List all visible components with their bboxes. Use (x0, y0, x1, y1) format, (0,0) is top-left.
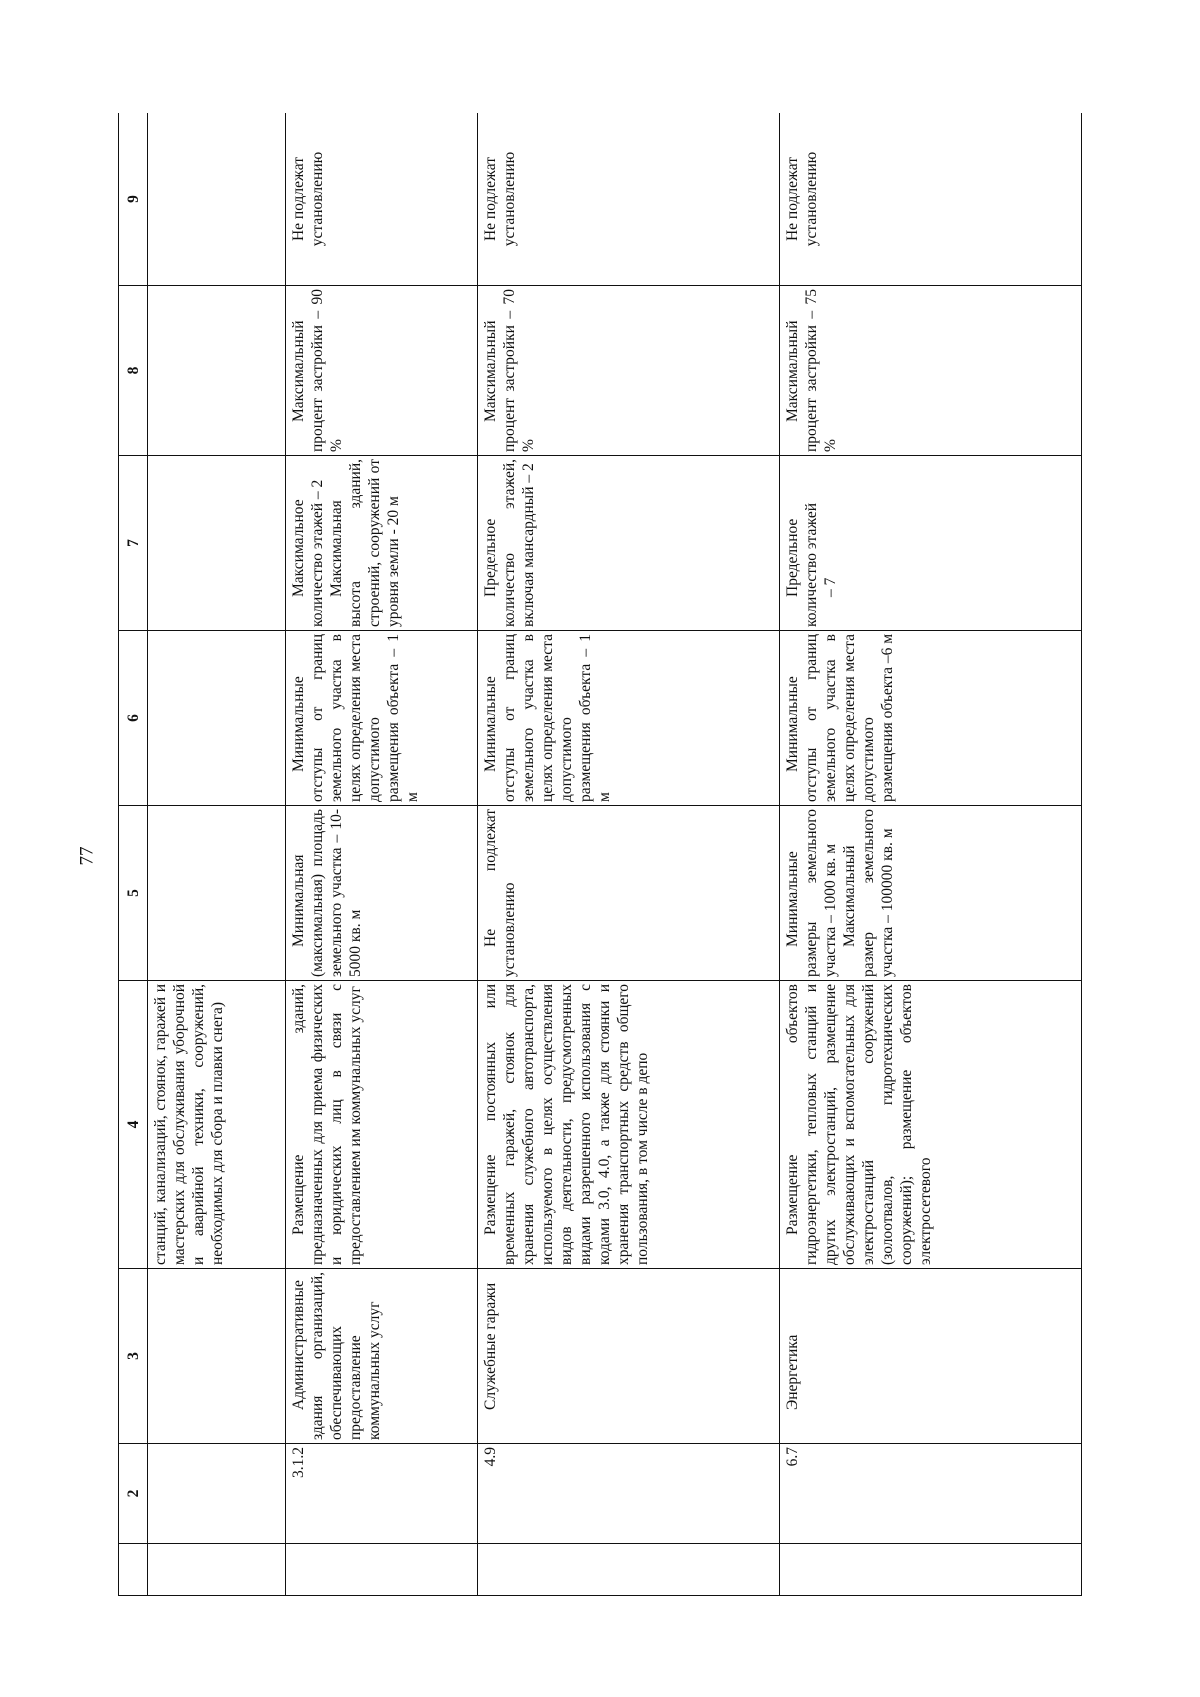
header-cell-3: 3 (119, 1269, 148, 1444)
header-cell-1 (119, 1544, 148, 1596)
cell-row4-floors (780, 456, 1082, 631)
floors-label-text: Предельное количество этажей (784, 502, 820, 627)
cell-row2-code: 3.1.2 (286, 1444, 478, 1544)
cell-row4-col1 (780, 1544, 1082, 1596)
cell-row4-area (780, 806, 1082, 981)
max-floors-text: Максимальное количество этажей – 2 (290, 479, 326, 627)
cell-row2-coverage: Максимальный процент застройки – 90 % (286, 286, 478, 456)
cell-row3-coverage: Максимальный процент застройки – 70 % (478, 286, 780, 456)
cell-row3-area: Не подлежат установлению (478, 806, 780, 981)
header-cell-5: 5 (119, 806, 148, 981)
cell-row1-col4: станций, канализаций, стоянок, гаражей и мастерских для обслуживания уборочной и аварийной техники, сооружений, необходимых для сбора и плавки снега) (148, 981, 286, 1269)
cell-row1-col7 (148, 456, 286, 631)
cell-row4-coverage: Максимальный процент застройки – 75 % (780, 286, 1082, 456)
max-height-text: Максимальная высота зданий, строений, сооружений от уровня земли - 20 м (328, 459, 402, 627)
header-cell-8: 8 (119, 286, 148, 456)
header-cell-4: 4 (119, 981, 148, 1269)
cell-row1-col5 (148, 806, 286, 981)
cell-row2-name: Административные здания организаций, обеспечивающих предоставление коммунальных услуг (286, 1269, 478, 1444)
cell-row3-setbacks: Минимальные отступы от границ земельного участка в целях определения места допустимого размещения объекта – 1 м (478, 631, 780, 806)
cell-row2-area: Минимальная (максимальная) площадь земельного участка – 10-5000 кв. м (286, 806, 478, 981)
cell-row1-col6 (148, 631, 286, 806)
header-row (119, 113, 148, 1596)
min-area-text: Минимальные размеры земельного участка – 1000 кв. м (784, 809, 839, 977)
table-row (148, 113, 286, 1596)
table-row (780, 113, 1082, 1596)
cell-row2-other: Не подлежат установлению (286, 113, 478, 286)
cell-row4-description: Размещение объектов гидроэнергетики, тепловых станций и других электростанций, размещение обслуживающих и вспомогательных для электростанций сооружений (золоотвалов, гидротехнических сооружений); размещение объектов электросетевого (780, 981, 1082, 1269)
page-number: 77 (76, 846, 98, 866)
rotated-table-container (118, 113, 1082, 1596)
cell-row3-other: Не подлежат установлению (478, 113, 780, 286)
cell-row3-description: Размещение постоянных или временных гаражей, стоянок для хранения служебного автотранспорта, используемого в целях осуществления видов деятельности, предусмотренных видами разрешенного использования с кодами 3.0, 4.0, а также для стоянки и хранения транспортных средств общего пользования, в том числе в депо (478, 981, 780, 1269)
header-cell-2: 2 (119, 1444, 148, 1544)
cell-row2-setbacks: Минимальные отступы от границ земельного участка в целях определения места допустимого размещения объекта – 1 м (286, 631, 478, 806)
header-cell-7: 7 (119, 456, 148, 631)
cell-row3-code: 4.9 (478, 1444, 780, 1544)
cell-row4-other: Не подлежат установлению (780, 113, 1082, 286)
cell-row2-description: Размещение зданий, предназначенных для приема физических и юридических лиц в связи с предоставлением им коммунальных услуг (286, 981, 478, 1269)
table-row (478, 113, 780, 1596)
cell-row1-col8 (148, 286, 286, 456)
cell-row2-height (286, 456, 478, 631)
cell-row4-name: Энергетика (780, 1269, 1082, 1444)
cell-row1-col3 (148, 1269, 286, 1444)
cell-row2-col1 (286, 1544, 478, 1596)
cell-row1-col9 (148, 113, 286, 286)
table-row (286, 113, 478, 1596)
cell-row3-name: Служебные гаражи (478, 1269, 780, 1444)
max-area-text: Максимальный размер земельного участка – 100000 кв. м (841, 809, 896, 977)
cell-row3-floors: Предельное количество этажей, включая мансардный – 2 (478, 456, 780, 631)
cell-row3-col1 (478, 1544, 780, 1596)
cell-row4-code: 6.7 (780, 1444, 1082, 1544)
cell-row1-col1 (148, 1544, 286, 1596)
cell-row1-col2 (148, 1444, 286, 1544)
header-cell-9: 9 (119, 113, 148, 286)
header-cell-6: 6 (119, 631, 148, 806)
cell-row4-setbacks: Минимальные отступы от границ земельного участка в целях определения места допустимого размещения объекта –6 м (780, 631, 1082, 806)
land-use-regulations-table (118, 113, 1082, 1596)
floors-value-text: – 7 (822, 577, 839, 597)
